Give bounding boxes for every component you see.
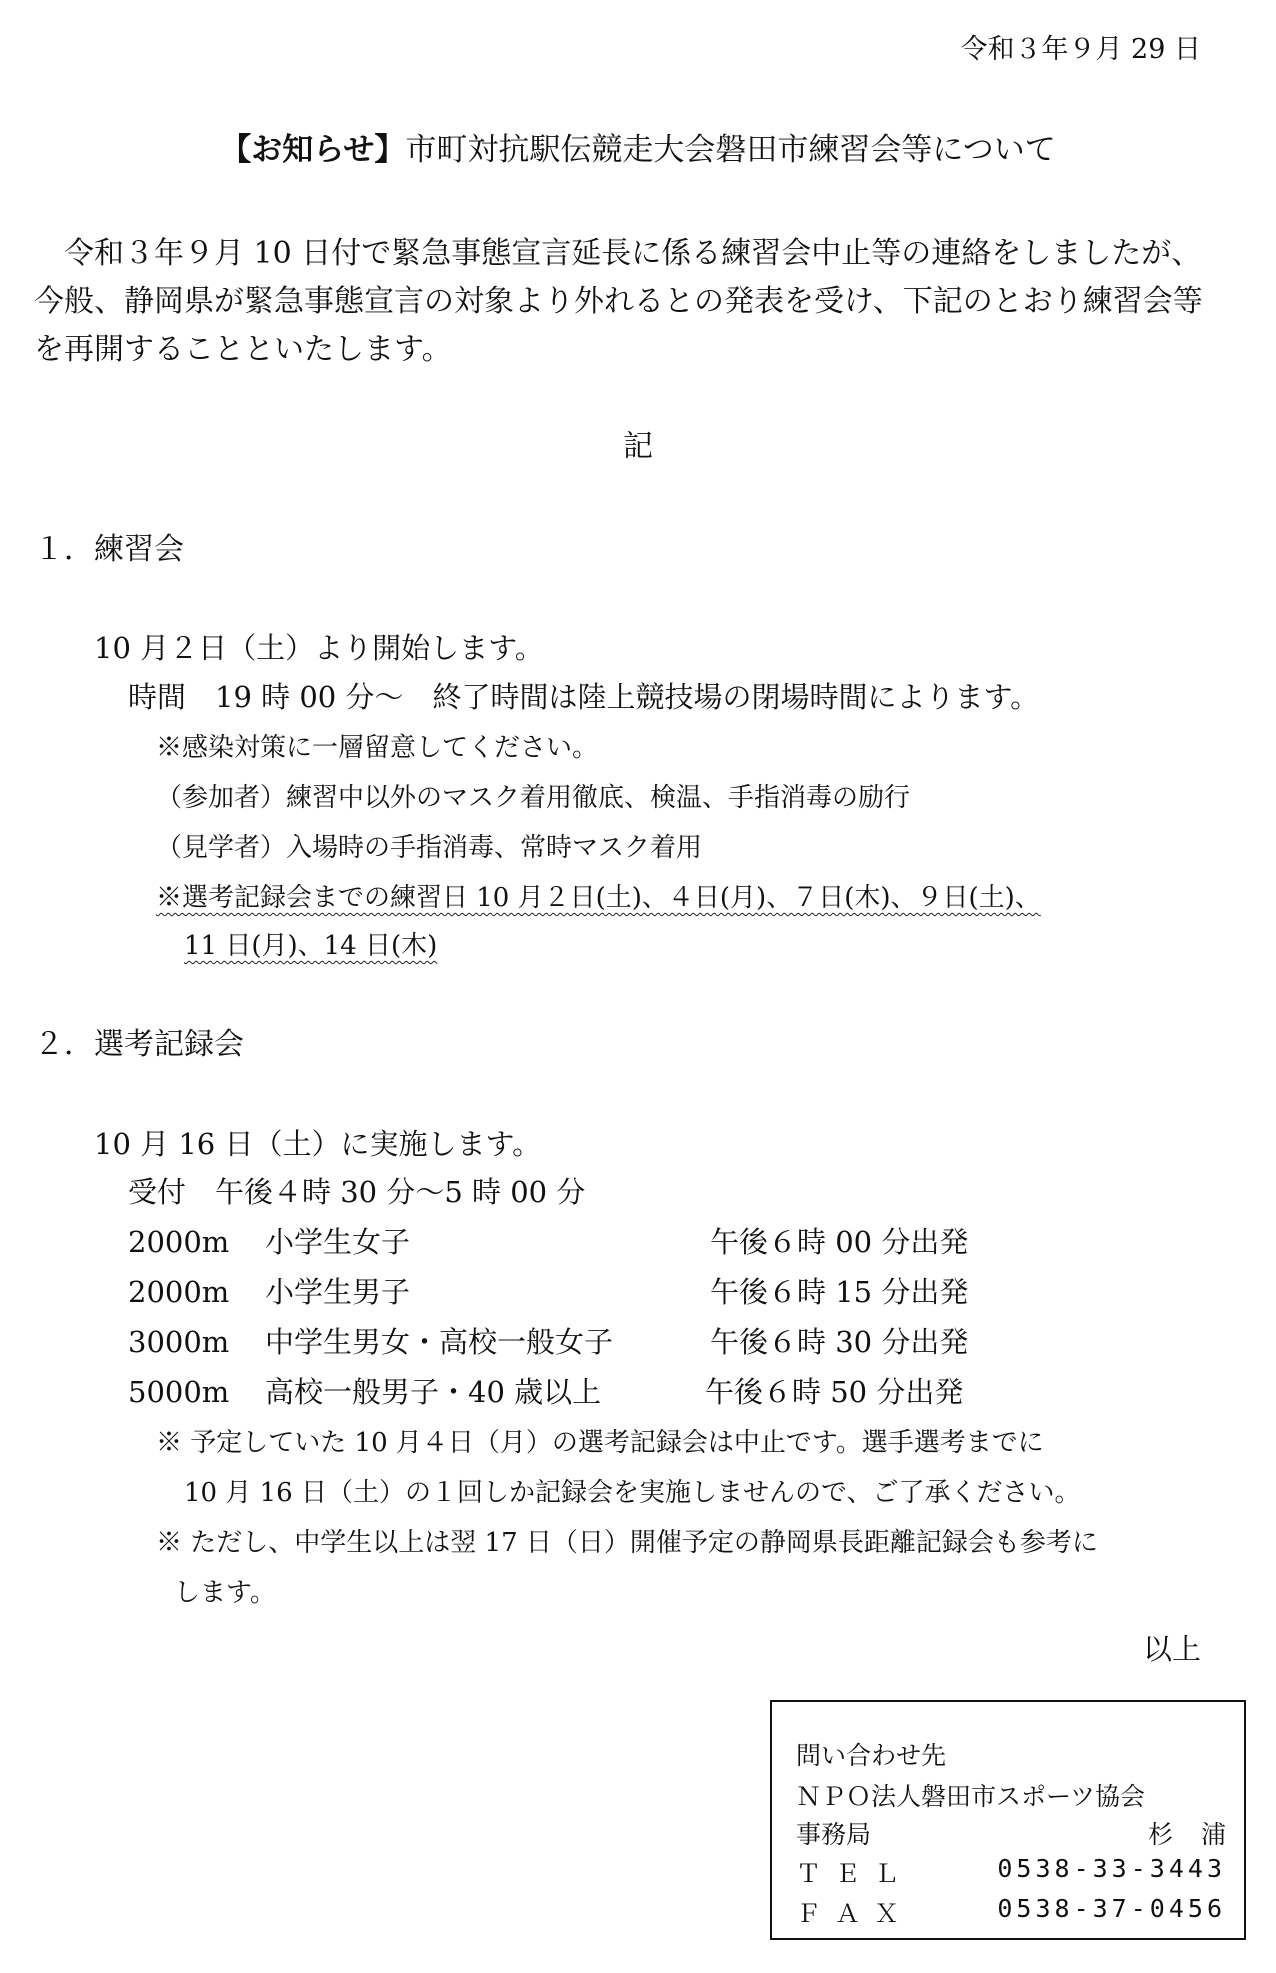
race-category: 小学生男子 [265, 1275, 411, 1309]
office-name: 杉浦 [1147, 1820, 1254, 1849]
practice-days-line1: ※選考記録会までの練習日 10 月２日(土)、４日(月)、７日(木)、９日(土)、 [156, 883, 1041, 913]
practice-time: 時間 19 時 00 分～ 終了時間は陸上競技場の閉場時間によります。 [128, 680, 1040, 714]
title-text: 市町対抗駅伝競走大会磐田市練習会等について [405, 132, 1056, 168]
cancel-note-line1: ※ 予定していた 10 月４日（月）の選考記録会は中止です。選手選考までに [156, 1428, 1044, 1458]
reference-note-line1: ※ ただし、中学生以上は翌 17 日（日）開催予定の静岡県長距離記録会も参考に [156, 1528, 1098, 1558]
page-title [0, 132, 1276, 168]
reception-time: 受付 午後４時 30 分～5 時 00 分 [128, 1175, 586, 1209]
contact-office-row [796, 1815, 1254, 1851]
race-start: 午後６時 50 分出発 [705, 1375, 964, 1409]
document-date: 令和３年９月 29 日 [960, 34, 1201, 65]
section1-heading: １．練習会 [34, 532, 184, 567]
practice-days-line2: 11 日(月)、14 日(木) [184, 931, 438, 961]
race-start: 午後６時 00 分出発 [710, 1225, 969, 1259]
participants-rule: （参加者）練習中以外のマスク着用徹底、検温、手指消毒の励行 [156, 783, 911, 813]
trial-date: 10 月 16 日（土）に実施します。 [94, 1127, 542, 1161]
race-distance: 5000m [128, 1375, 230, 1409]
reference-note-line2: します。 [174, 1578, 276, 1608]
race-distance: 2000m [128, 1275, 230, 1309]
contact-heading: 問い合わせ先 [796, 1741, 947, 1770]
practice-start: 10 月２日（土）より開始します。 [94, 631, 544, 665]
intro-paragraph: 令和３年９月 10 日付で緊急事態宣言延長に係る練習会中止等の連絡をしましたが、今般、静岡県が緊急事態宣言の対象より外れるとの発表を受け、下記のとおり練習会等を再開することといたします。 [34, 236, 1203, 367]
race-distance: 2000m [128, 1225, 230, 1259]
contact-fax-row [796, 1894, 1226, 1930]
contact-box [770, 1700, 1254, 1940]
race-category: 高校一般男子・40 歳以上 [265, 1375, 602, 1409]
ki-heading: 記 [623, 429, 653, 464]
closing-mark: 以上 [1142, 1632, 1201, 1666]
office-label: 事務局 [796, 1820, 872, 1849]
infection-note: ※感染対策に一層留意してください。 [156, 733, 599, 763]
race-category: 中学生男女・高校一般女子 [265, 1325, 614, 1359]
fax-number: 0538-37-0456 [997, 1894, 1226, 1923]
notice-bracket: 【お知らせ】 [220, 132, 406, 168]
fax-label: ＦＡＸ [796, 1899, 914, 1928]
contact-tel-row [796, 1854, 1226, 1890]
contact-organization: ＮＰＯ法人磐田市スポーツ協会 [796, 1782, 1146, 1811]
spectators-rule: （見学者）入場時の手指消毒、常時マスク着用 [156, 833, 703, 863]
section2-heading: ２．選考記録会 [34, 1027, 244, 1062]
race-distance: 3000m [128, 1325, 230, 1359]
race-start: 午後６時 15 分出発 [710, 1275, 969, 1309]
tel-number: 0538-33-3443 [997, 1854, 1226, 1883]
race-category: 小学生女子 [265, 1225, 411, 1259]
cancel-note-line2: 10 月 16 日（土）の１回しか記録会を実施しませんので、ご了承ください。 [184, 1478, 1081, 1508]
race-start: 午後６時 30 分出発 [710, 1325, 969, 1359]
tel-label: ＴＥＬ [796, 1859, 914, 1888]
